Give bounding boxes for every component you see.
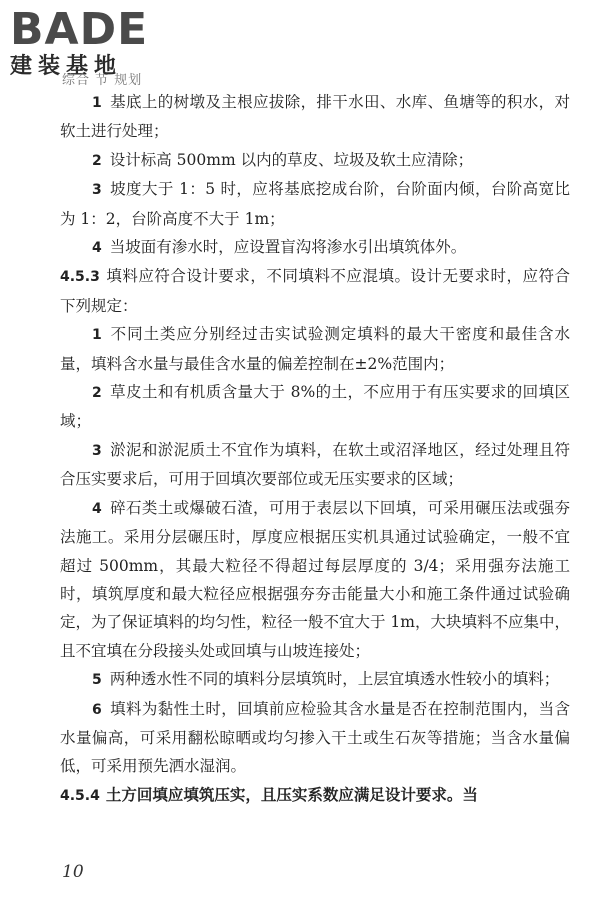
clause-text: 土方回填应填筑压实，且压实系数应满足设计要求。当 bbox=[105, 784, 478, 804]
item-number: 6 bbox=[92, 701, 102, 718]
item-number: 5 bbox=[92, 672, 102, 689]
clause-number: 4.5.3 bbox=[60, 269, 100, 286]
item-number: 3 bbox=[92, 442, 102, 459]
item-text: 坡度大于 1：5 时，应将基底挖成台阶，台阶面内倾，台阶高宽比为 1：2，台阶高度不大于 1m； bbox=[60, 180, 570, 228]
item-text: 淤泥和淤泥质土不宜作为填料，在软土或沼泽地区，经过处理且符合压实要求后，可用于回填次要部位或无压实要求的区域； bbox=[60, 440, 570, 489]
item-number: 1 bbox=[92, 327, 102, 344]
clause-4-5-3 bbox=[60, 262, 570, 320]
item-text: 基底上的树墩及主根应拔除，排干水田、水库、鱼塘等的积水，对软土进行处理； bbox=[60, 93, 570, 141]
item-text: 当坡面有渗水时，应设置盲沟将渗水引出填筑体外。 bbox=[109, 238, 467, 257]
item-5-permeability bbox=[60, 665, 570, 694]
item-number: 2 bbox=[92, 152, 102, 169]
item-text: 两种透水性不同的填料分层填筑时，上层宜填透水性较小的填料； bbox=[109, 670, 560, 689]
running-header: 综合 节 规划 bbox=[62, 73, 143, 88]
clause-text: 填料应符合设计要求，不同填料不应混填。设计无要求时，应符合下列规定： bbox=[60, 267, 570, 315]
logo-brand-text: BADE bbox=[10, 4, 149, 55]
item-1-compaction-test bbox=[60, 320, 570, 378]
item-6-clay-moisture bbox=[60, 695, 570, 781]
item-3-slope-steps bbox=[60, 175, 570, 233]
item-2-organic-soil bbox=[60, 378, 570, 436]
page-number: 10 bbox=[62, 862, 84, 882]
document-body bbox=[60, 88, 570, 810]
logo-chinese-text: 建装基地 bbox=[10, 54, 123, 79]
item-4-gravel bbox=[60, 494, 570, 665]
item-number: 4 bbox=[92, 500, 102, 517]
item-text: 设计标高 500mm 以内的草皮、垃圾及软土应清除； bbox=[109, 150, 474, 169]
item-text: 草皮土和有机质含量大于 8%的土，不应用于有压实要求的回填区域； bbox=[60, 383, 570, 431]
item-4-seepage bbox=[60, 233, 570, 262]
item-number: 1 bbox=[92, 95, 102, 111]
item-text: 碎石类土或爆破石渣，可用于表层以下回填，可采用碾压法或强夯法施工。采用分层碾压时，厚度应根据压实机具通过试验确定，一般不宜超过 500mm，其最大粒径不得超过每层厚度的 3/4；采用强夯法施工时，填筑厚度和最大粒径应根据强夯夯击能量大小和施工条件通过试验确定，为了保证填料的均匀性，粒径一般不宜大于 1m，大块填料不应集中，且不宜填在分段接头处或回填与山坡连接处； bbox=[60, 498, 570, 660]
item-2-clear-surface bbox=[60, 146, 570, 175]
item-number: 2 bbox=[92, 385, 102, 402]
clause-4-5-4 bbox=[60, 781, 570, 810]
item-number: 4 bbox=[92, 240, 102, 257]
item-text: 不同土类应分别经过击实试验测定填料的最大干密度和最佳含水量，填料含水量与最佳含水量的偏差控制在±2%范围内； bbox=[60, 325, 570, 373]
item-3-silt bbox=[60, 436, 570, 494]
item-number: 3 bbox=[92, 182, 102, 199]
item-text: 填料为黏性土时，回填前应检验其含水量是否在控制范围内，当含水量偏高，可采用翻松晾晒或均匀掺入干土或生石灰等措施；当含水量偏低，可采用预先洒水湿润。 bbox=[60, 699, 570, 776]
clause-number: 4.5.4 bbox=[60, 787, 100, 804]
item-1-ground-base bbox=[60, 88, 570, 146]
